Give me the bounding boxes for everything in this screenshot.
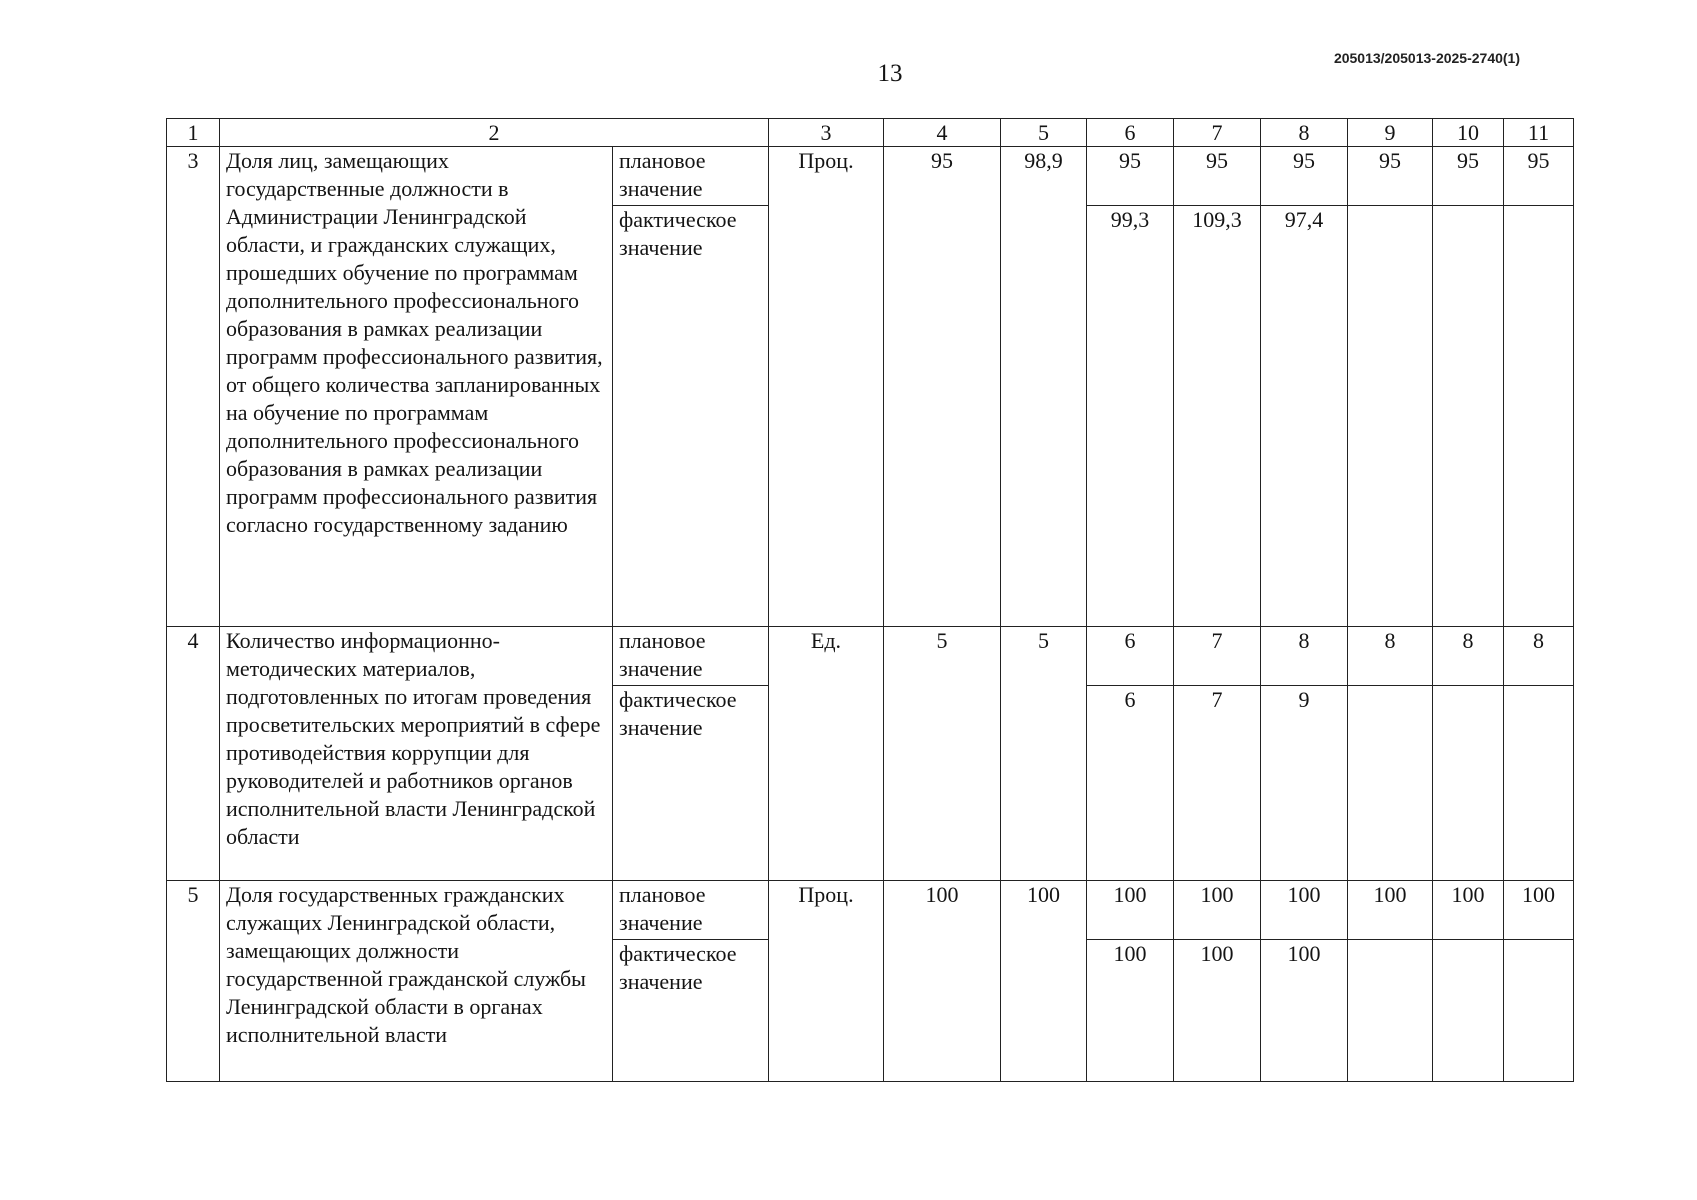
indicator-name: Количество информационно-методических материалов, подготовленных по итогам проведения просветительских мероприятий в сфере противодействия коррупции для руководителей и работников органов исполнительной власти Ленинградской области bbox=[220, 627, 613, 881]
indicator-name: Доля государственных гражданских служащих Ленинградской области, замещающих должности государственной гражданской службы Ленинградской области в органах исполнительной власти bbox=[220, 881, 613, 1082]
row-number: 3 bbox=[167, 147, 220, 627]
value-cell: 98,9 bbox=[1001, 147, 1087, 627]
fact-value bbox=[1433, 940, 1504, 1082]
header-cell: 4 bbox=[884, 119, 1001, 147]
value-cell: 95 bbox=[884, 147, 1001, 627]
header-cell: 3 bbox=[769, 119, 884, 147]
indicator-name: Доля лиц, замещающих государственные должности в Администрации Ленинградской области, и гражданских служащих, прошедших обучение по программам дополнительного профессионального образования в рамках реализации программ профессионального развития, от общего количества запланированных на обучение по программам дополнительного профессионального образования в рамках реализации программ профессионального развития согласно государственному заданию bbox=[220, 147, 613, 627]
fact-value bbox=[1348, 686, 1433, 881]
header-cell: 6 bbox=[1087, 119, 1174, 147]
plan-value: 95 bbox=[1174, 147, 1261, 206]
fact-value: 100 bbox=[1087, 940, 1174, 1082]
unit-cell: Проц. bbox=[769, 881, 884, 1082]
page-number: 13 bbox=[877, 60, 903, 87]
plan-value: 8 bbox=[1261, 627, 1348, 686]
fact-value: 109,3 bbox=[1174, 206, 1261, 627]
fact-value bbox=[1433, 206, 1504, 627]
header-cell: 7 bbox=[1174, 119, 1261, 147]
fact-value: 7 bbox=[1174, 686, 1261, 881]
plan-label: плановое значение bbox=[613, 147, 769, 206]
plan-value: 95 bbox=[1348, 147, 1433, 206]
fact-value bbox=[1348, 940, 1433, 1082]
plan-value: 95 bbox=[1261, 147, 1348, 206]
plan-label: плановое значение bbox=[613, 881, 769, 940]
plan-value: 100 bbox=[1433, 881, 1504, 940]
row-number: 5 bbox=[167, 881, 220, 1082]
indicators-table bbox=[166, 118, 1574, 1082]
plan-value: 100 bbox=[1087, 881, 1174, 940]
plan-value: 100 bbox=[1261, 881, 1348, 940]
unit-cell: Ед. bbox=[769, 627, 884, 881]
row-number: 4 bbox=[167, 627, 220, 881]
value-cell: 100 bbox=[884, 881, 1001, 1082]
plan-value: 95 bbox=[1504, 147, 1574, 206]
fact-value: 97,4 bbox=[1261, 206, 1348, 627]
fact-label: фактическое значение bbox=[613, 686, 769, 881]
header-row bbox=[167, 119, 1574, 147]
plan-value: 8 bbox=[1348, 627, 1433, 686]
document-id: 205013/205013-2025-2740(1) bbox=[1333, 50, 1520, 66]
table-row bbox=[167, 147, 1574, 206]
plan-value: 8 bbox=[1433, 627, 1504, 686]
header-cell: 11 bbox=[1504, 119, 1574, 147]
fact-value bbox=[1433, 686, 1504, 881]
fact-value bbox=[1504, 686, 1574, 881]
fact-value bbox=[1504, 940, 1574, 1082]
value-cell: 5 bbox=[884, 627, 1001, 881]
fact-value: 100 bbox=[1261, 940, 1348, 1082]
header-cell: 8 bbox=[1261, 119, 1348, 147]
plan-value: 100 bbox=[1348, 881, 1433, 940]
header-cell: 9 bbox=[1348, 119, 1433, 147]
fact-label: фактическое значение bbox=[613, 940, 769, 1082]
header-cell: 5 bbox=[1001, 119, 1087, 147]
fact-value: 9 bbox=[1261, 686, 1348, 881]
fact-label: фактическое значение bbox=[613, 206, 769, 627]
header-cell: 10 bbox=[1433, 119, 1504, 147]
plan-value: 100 bbox=[1174, 881, 1261, 940]
value-cell: 100 bbox=[1001, 881, 1087, 1082]
table-row bbox=[167, 627, 1574, 686]
plan-label: плановое значение bbox=[613, 627, 769, 686]
plan-value: 95 bbox=[1087, 147, 1174, 206]
fact-value: 6 bbox=[1087, 686, 1174, 881]
header-cell: 2 bbox=[220, 119, 769, 147]
value-cell: 5 bbox=[1001, 627, 1087, 881]
plan-value: 8 bbox=[1504, 627, 1574, 686]
table-row bbox=[167, 881, 1574, 940]
plan-value: 95 bbox=[1433, 147, 1504, 206]
header-cell: 1 bbox=[167, 119, 220, 147]
fact-value: 99,3 bbox=[1087, 206, 1174, 627]
fact-value bbox=[1504, 206, 1574, 627]
plan-value: 6 bbox=[1087, 627, 1174, 686]
fact-value: 100 bbox=[1174, 940, 1261, 1082]
fact-value bbox=[1348, 206, 1433, 627]
plan-value: 100 bbox=[1504, 881, 1574, 940]
plan-value: 7 bbox=[1174, 627, 1261, 686]
unit-cell: Проц. bbox=[769, 147, 884, 627]
